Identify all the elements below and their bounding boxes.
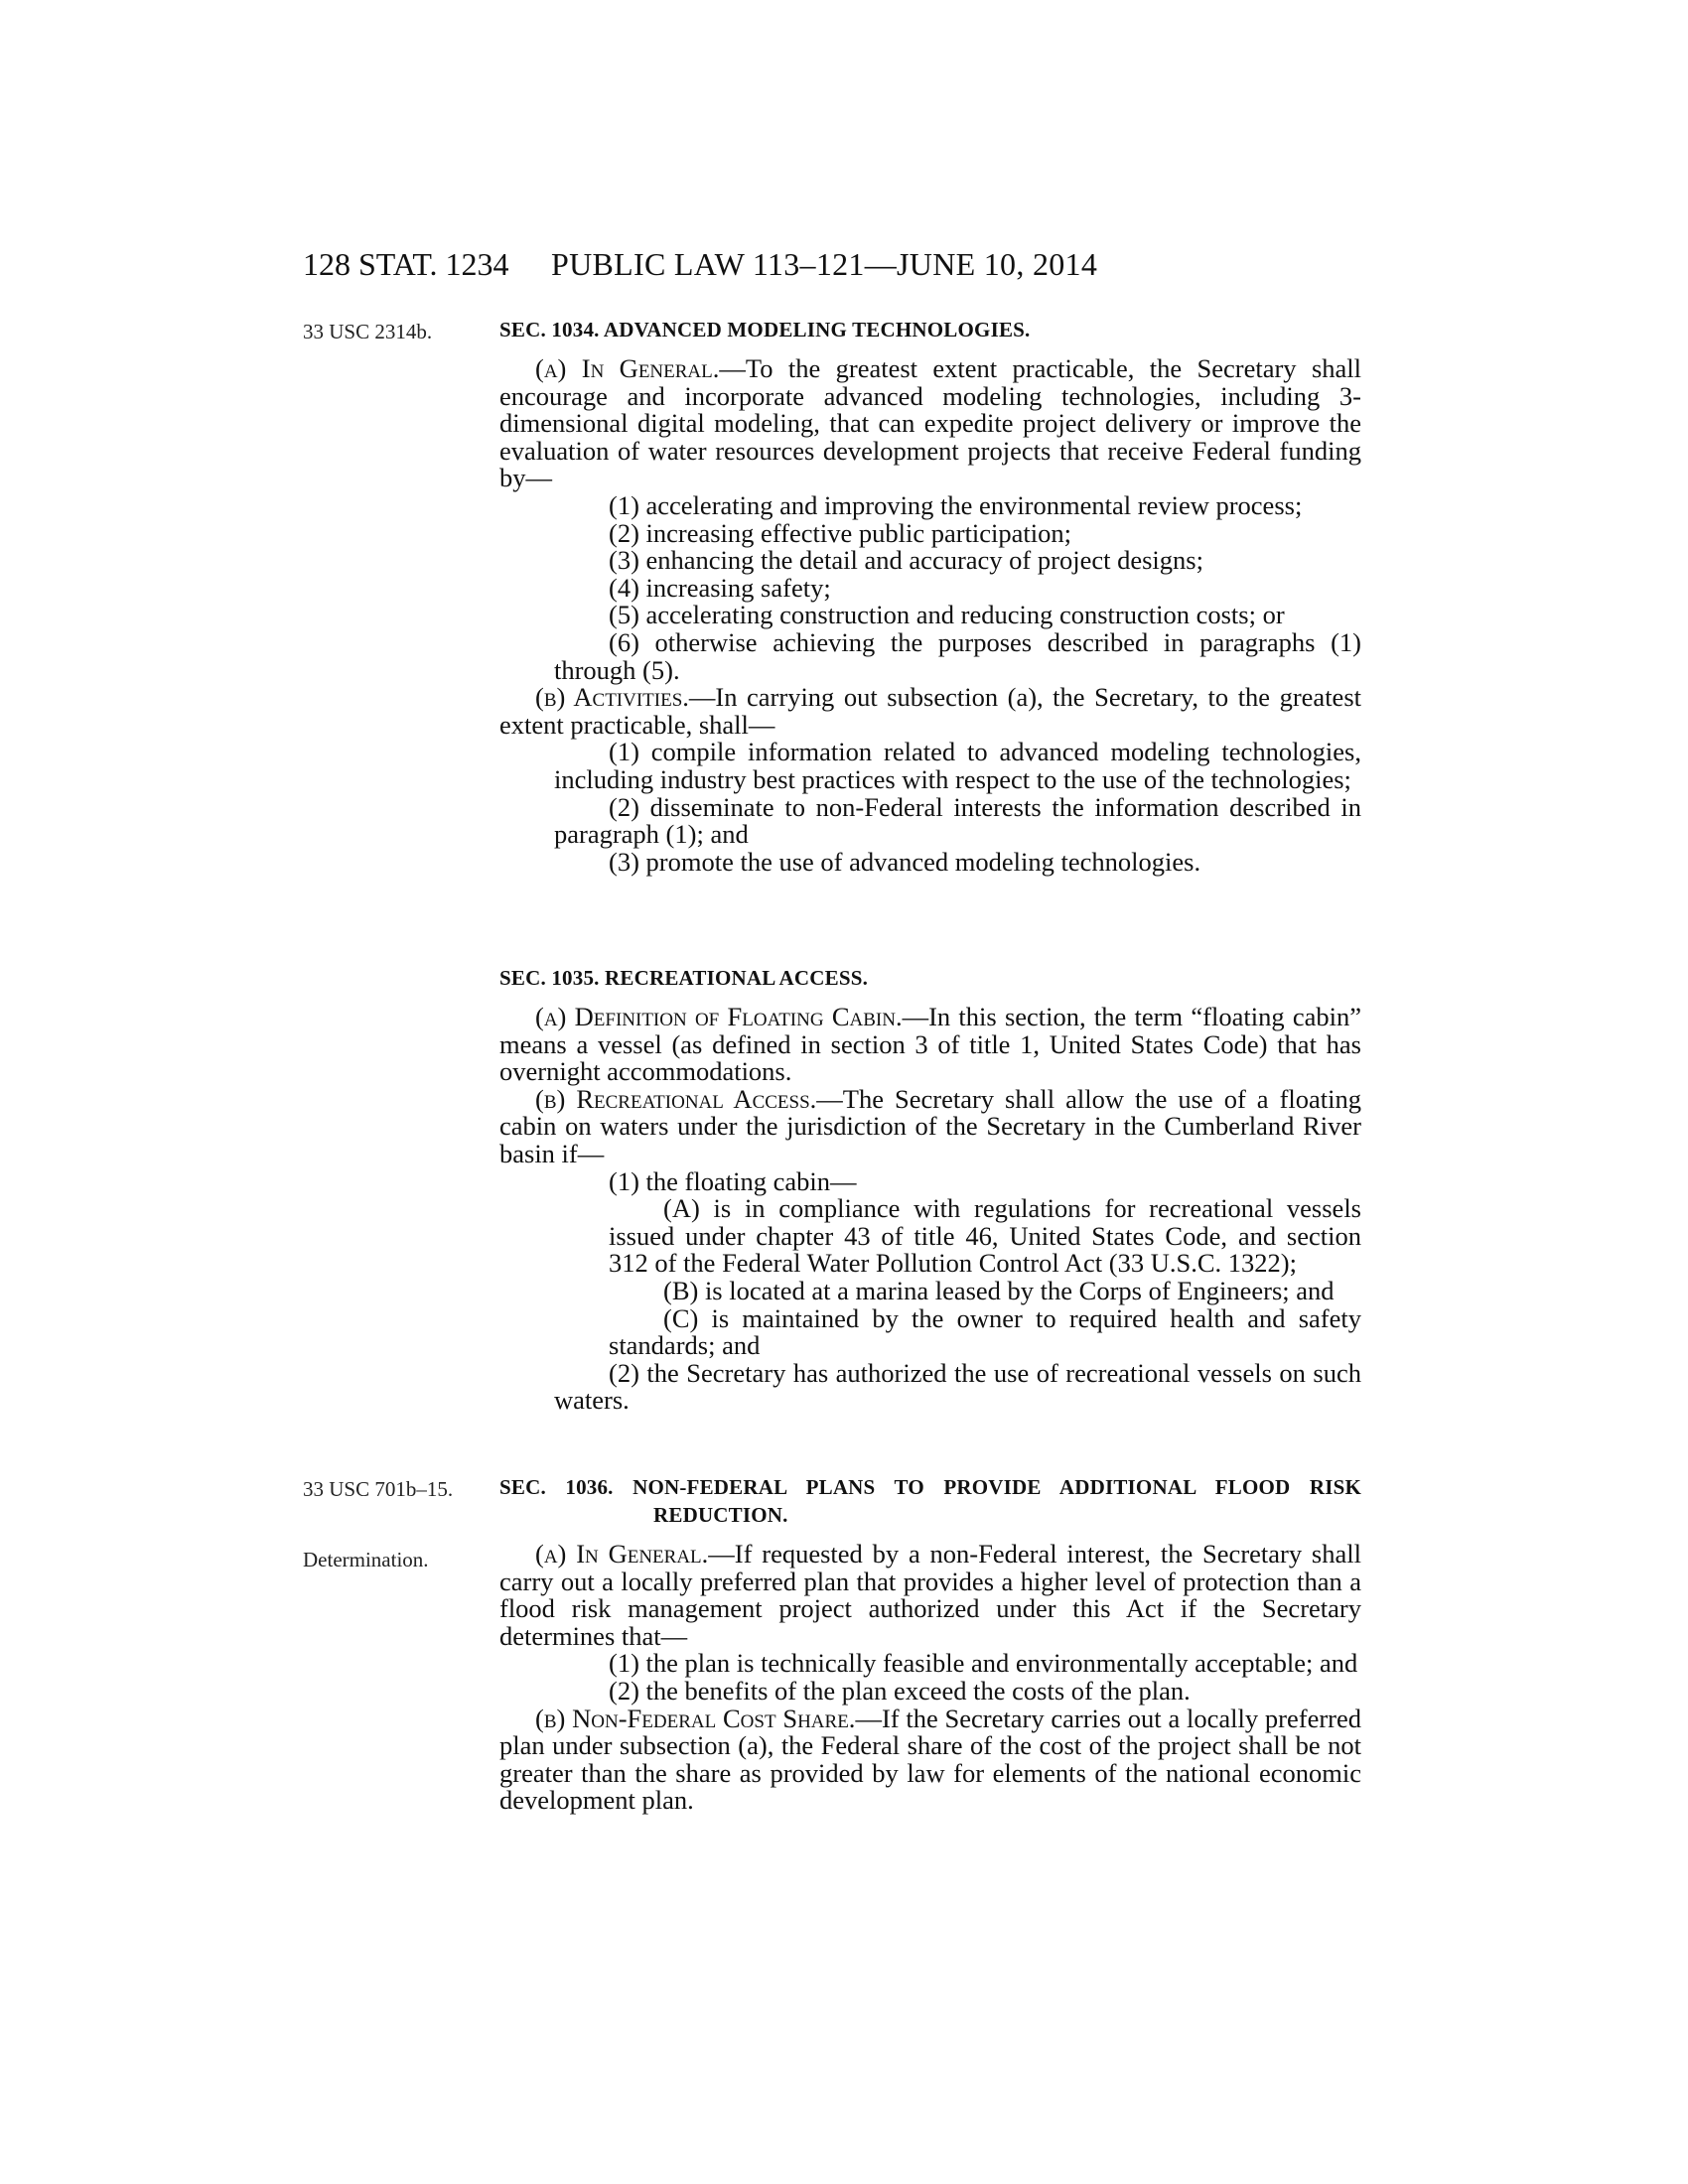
paragraph: (1) accelerating and improving the environmental review process; <box>609 489 1303 520</box>
subsection-label: (a) Definition of Floating Cabin. <box>535 1002 903 1031</box>
subsection-text: —In this section, the term “floating cabin” means a vessel (as defined in section 3 of title 1, United States Code) that has overnight accommodations. <box>499 1002 1361 1087</box>
paragraph: (1) the floating cabin— <box>609 1165 857 1196</box>
subsection-a <box>499 1541 1361 1650</box>
subsection-label: (a) In General. <box>535 1539 709 1569</box>
subsection-label: (b) Activities. <box>535 682 689 713</box>
section-1035 <box>499 964 1361 1415</box>
paragraph: (1) compile information related to advanced modeling technologies, including industry best practices with respect to the use of the technologies; <box>554 737 1361 794</box>
subsection-text: —In carrying out subsection (a), the Secretary, to the greatest extent practicable, shall— <box>499 682 1361 740</box>
subsection-text: —If requested by a non-Federal interest, the Secretary shall carry out a locally preferred plan that provides a higher level of protection than a flood risk management project authorized under this Act if the Secretary determines that— <box>499 1539 1361 1651</box>
subsection-label: (b) Non-Federal Cost Share. <box>535 1703 856 1733</box>
subsection-text: —If the Secretary carries out a locally preferred plan under subsection (a), the Federal share of the cost of the project shall be not greater than the share as provided by law for elements of the national economic development plan. <box>499 1703 1361 1816</box>
subsection-label: (a) In General. <box>535 353 720 383</box>
paragraph: (2) the benefits of the plan exceed the costs of the plan. <box>609 1675 1191 1706</box>
statute-page-number: 128 STAT. 1234 <box>303 246 509 282</box>
paragraph: (5) accelerating construction and reducing construction costs; or <box>609 600 1285 630</box>
subsection-a <box>499 355 1361 492</box>
paragraph: (3) promote the use of advanced modeling technologies. <box>609 846 1201 877</box>
paragraph: (2) disseminate to non-Federal interests the information described in paragraph (1); and <box>554 791 1361 850</box>
subsection-b <box>499 1083 1361 1168</box>
paragraph: (1) the plan is technically feasible and environmentally acceptable; and <box>609 1648 1358 1679</box>
margin-note-usc-701b: 33 USC 701b–15. <box>303 1477 454 1501</box>
subsection-a <box>499 1004 1361 1086</box>
section-1034 <box>499 316 1361 876</box>
paragraph: (4) increasing safety; <box>609 572 831 603</box>
section-heading: SEC. 1034. ADVANCED MODELING TECHNOLOGIES. <box>499 318 1031 341</box>
subparagraph: (B) is located at a marina leased by the Corps of Engineers; and <box>663 1275 1335 1305</box>
subsection-b <box>499 684 1361 739</box>
subsection-b <box>499 1703 1361 1816</box>
subparagraph: (C) is maintained by the owner to required health and safety standards; and <box>609 1302 1361 1361</box>
paragraph: (2) increasing effective public participation; <box>609 517 1072 548</box>
page-header <box>303 246 1226 290</box>
margin-note-determination: Determination. <box>303 1548 429 1571</box>
margin-note-usc-2314b: 33 USC 2314b. <box>303 320 433 343</box>
section-1036 <box>499 1473 1361 1815</box>
running-head: PUBLIC LAW 113–121—JUNE 10, 2014 <box>551 246 1098 282</box>
subparagraph: (A) is in compliance with regulations for recreational vessels issued under chapter 43 of title 46, United States Code, and section 312 of the Federal Water Pollution Control Act (33 U.S.C. 1322); <box>609 1193 1361 1279</box>
subsection-text: —To the greatest extent practicable, the Secretary shall encourage and incorporate advanced modeling technologies, including 3-dimensional digital modeling, that can expedite project delivery or improve the evaluation of water resources development projects that receive Federal funding by— <box>499 353 1361 493</box>
section-heading: SEC. 1036. NON-FEDERAL PLANS TO PROVIDE ADDITIONAL FLOOD RISK REDUCTION. <box>499 1475 1361 1527</box>
subsection-label: (b) Recreational Access. <box>535 1083 817 1114</box>
paragraph: (6) otherwise achieving the purposes described in paragraphs (1) through (5). <box>554 626 1361 685</box>
paragraph: (3) enhancing the detail and accuracy of project designs; <box>609 545 1203 576</box>
paragraph: (2) the Secretary has authorized the use of recreational vessels on such waters. <box>554 1357 1361 1416</box>
subsection-text: —The Secretary shall allow the use of a floating cabin on waters under the jurisdiction of the Secretary in the Cumberland River basin if— <box>499 1083 1361 1168</box>
section-heading: SEC. 1035. RECREATIONAL ACCESS. <box>499 966 869 990</box>
